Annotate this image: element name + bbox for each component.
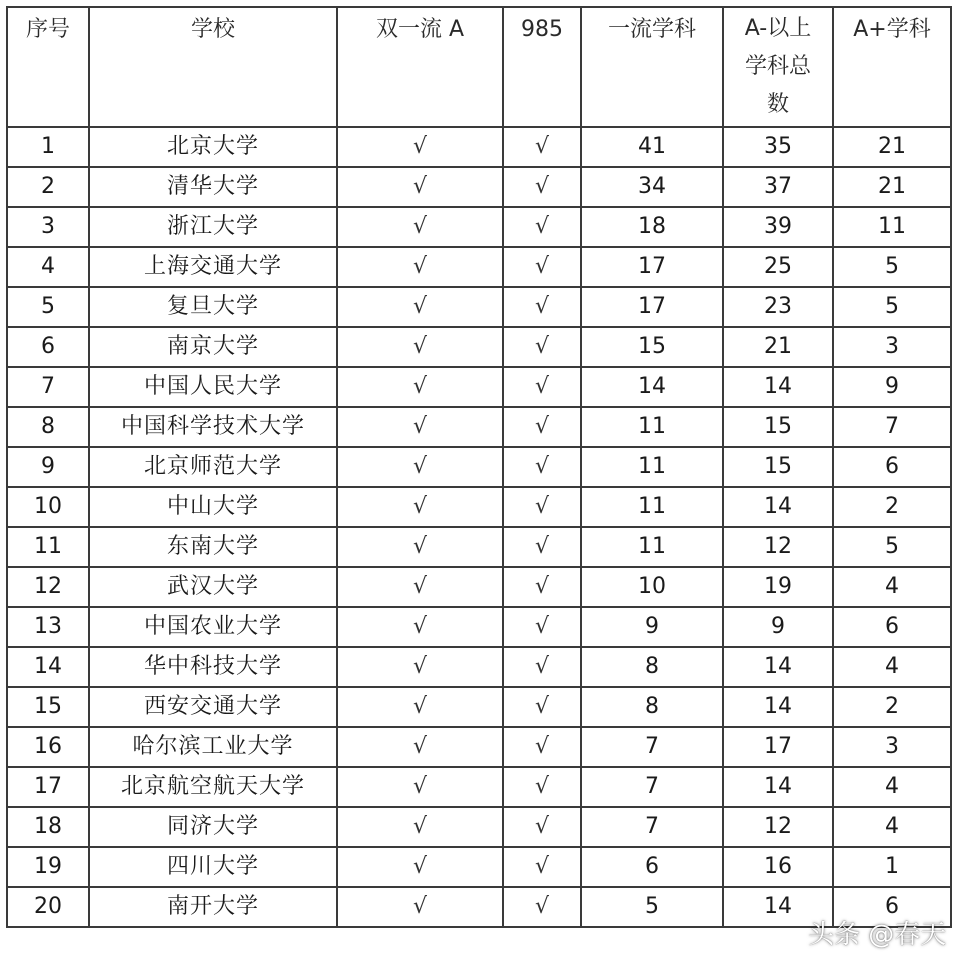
cell-a-minus-total: 35 bbox=[723, 127, 833, 167]
table-row bbox=[7, 367, 951, 407]
cell-rank: 1 bbox=[7, 127, 89, 167]
cell-first-class: 11 bbox=[581, 487, 723, 527]
cell-a-minus-total: 17 bbox=[723, 727, 833, 767]
cell-double-first-class: √ bbox=[337, 287, 503, 327]
ranking-table bbox=[6, 6, 952, 928]
cell-985: √ bbox=[503, 367, 581, 407]
cell-double-first-class: √ bbox=[337, 247, 503, 287]
cell-a-plus: 21 bbox=[833, 127, 951, 167]
cell-a-minus-total: 25 bbox=[723, 247, 833, 287]
cell-rank: 4 bbox=[7, 247, 89, 287]
cell-985: √ bbox=[503, 687, 581, 727]
cell-985: √ bbox=[503, 647, 581, 687]
cell-a-plus: 4 bbox=[833, 647, 951, 687]
header-school: 学校 bbox=[89, 7, 337, 127]
cell-rank: 7 bbox=[7, 367, 89, 407]
cell-rank: 20 bbox=[7, 887, 89, 927]
cell-rank: 15 bbox=[7, 687, 89, 727]
cell-a-plus: 4 bbox=[833, 807, 951, 847]
header-first-class-disciplines: 一流学科 bbox=[581, 7, 723, 127]
header-985: 985 bbox=[503, 7, 581, 127]
table-row bbox=[7, 607, 951, 647]
cell-a-minus-total: 14 bbox=[723, 367, 833, 407]
cell-a-minus-total: 16 bbox=[723, 847, 833, 887]
cell-school: 南开大学 bbox=[89, 887, 337, 927]
cell-first-class: 8 bbox=[581, 687, 723, 727]
cell-double-first-class: √ bbox=[337, 727, 503, 767]
table-row bbox=[7, 567, 951, 607]
cell-rank: 6 bbox=[7, 327, 89, 367]
cell-a-plus: 6 bbox=[833, 447, 951, 487]
header-a-minus-total: A-以上学科总数 bbox=[723, 7, 833, 127]
table-row bbox=[7, 247, 951, 287]
cell-rank: 11 bbox=[7, 527, 89, 567]
cell-a-plus: 3 bbox=[833, 327, 951, 367]
cell-double-first-class: √ bbox=[337, 447, 503, 487]
cell-school: 四川大学 bbox=[89, 847, 337, 887]
cell-a-plus: 3 bbox=[833, 727, 951, 767]
cell-985: √ bbox=[503, 847, 581, 887]
cell-a-plus: 2 bbox=[833, 687, 951, 727]
cell-double-first-class: √ bbox=[337, 207, 503, 247]
cell-double-first-class: √ bbox=[337, 127, 503, 167]
cell-school: 东南大学 bbox=[89, 527, 337, 567]
table-row bbox=[7, 207, 951, 247]
cell-a-plus: 4 bbox=[833, 567, 951, 607]
cell-a-minus-total: 12 bbox=[723, 807, 833, 847]
cell-double-first-class: √ bbox=[337, 487, 503, 527]
cell-double-first-class: √ bbox=[337, 647, 503, 687]
cell-a-plus: 4 bbox=[833, 767, 951, 807]
cell-rank: 3 bbox=[7, 207, 89, 247]
table-row bbox=[7, 647, 951, 687]
cell-a-plus: 1 bbox=[833, 847, 951, 887]
cell-first-class: 15 bbox=[581, 327, 723, 367]
cell-a-plus: 21 bbox=[833, 167, 951, 207]
cell-first-class: 7 bbox=[581, 767, 723, 807]
table-row bbox=[7, 287, 951, 327]
cell-a-minus-total: 14 bbox=[723, 487, 833, 527]
cell-a-plus: 5 bbox=[833, 527, 951, 567]
cell-a-plus: 9 bbox=[833, 367, 951, 407]
cell-985: √ bbox=[503, 167, 581, 207]
cell-school: 上海交通大学 bbox=[89, 247, 337, 287]
cell-985: √ bbox=[503, 527, 581, 567]
cell-double-first-class: √ bbox=[337, 687, 503, 727]
cell-a-plus: 7 bbox=[833, 407, 951, 447]
cell-school: 中国人民大学 bbox=[89, 367, 337, 407]
table-row bbox=[7, 527, 951, 567]
cell-a-minus-total: 14 bbox=[723, 647, 833, 687]
cell-a-minus-total: 14 bbox=[723, 887, 833, 927]
cell-school: 清华大学 bbox=[89, 167, 337, 207]
table-header-row bbox=[7, 7, 951, 127]
cell-first-class: 18 bbox=[581, 207, 723, 247]
cell-first-class: 7 bbox=[581, 807, 723, 847]
cell-985: √ bbox=[503, 487, 581, 527]
cell-first-class: 14 bbox=[581, 367, 723, 407]
cell-school: 北京大学 bbox=[89, 127, 337, 167]
cell-rank: 16 bbox=[7, 727, 89, 767]
cell-a-minus-total: 15 bbox=[723, 447, 833, 487]
cell-double-first-class: √ bbox=[337, 367, 503, 407]
watermark: 头条 @春天 bbox=[808, 920, 947, 950]
cell-985: √ bbox=[503, 807, 581, 847]
table-row bbox=[7, 447, 951, 487]
cell-a-minus-total: 15 bbox=[723, 407, 833, 447]
cell-double-first-class: √ bbox=[337, 767, 503, 807]
cell-double-first-class: √ bbox=[337, 807, 503, 847]
cell-985: √ bbox=[503, 447, 581, 487]
cell-rank: 5 bbox=[7, 287, 89, 327]
cell-a-minus-total: 14 bbox=[723, 687, 833, 727]
cell-first-class: 11 bbox=[581, 407, 723, 447]
cell-first-class: 5 bbox=[581, 887, 723, 927]
cell-985: √ bbox=[503, 407, 581, 447]
table-row bbox=[7, 767, 951, 807]
table-row bbox=[7, 407, 951, 447]
cell-double-first-class: √ bbox=[337, 327, 503, 367]
cell-first-class: 11 bbox=[581, 447, 723, 487]
header-rank: 序号 bbox=[7, 7, 89, 127]
table-row bbox=[7, 167, 951, 207]
cell-double-first-class: √ bbox=[337, 607, 503, 647]
cell-school: 武汉大学 bbox=[89, 567, 337, 607]
cell-985: √ bbox=[503, 767, 581, 807]
cell-double-first-class: √ bbox=[337, 847, 503, 887]
table-body bbox=[7, 127, 951, 927]
cell-rank: 14 bbox=[7, 647, 89, 687]
cell-first-class: 8 bbox=[581, 647, 723, 687]
cell-rank: 8 bbox=[7, 407, 89, 447]
cell-a-minus-total: 21 bbox=[723, 327, 833, 367]
cell-rank: 12 bbox=[7, 567, 89, 607]
cell-school: 复旦大学 bbox=[89, 287, 337, 327]
cell-rank: 13 bbox=[7, 607, 89, 647]
cell-school: 北京师范大学 bbox=[89, 447, 337, 487]
cell-a-plus: 6 bbox=[833, 607, 951, 647]
cell-double-first-class: √ bbox=[337, 887, 503, 927]
table-row bbox=[7, 127, 951, 167]
cell-double-first-class: √ bbox=[337, 567, 503, 607]
cell-first-class: 9 bbox=[581, 607, 723, 647]
cell-school: 中山大学 bbox=[89, 487, 337, 527]
cell-985: √ bbox=[503, 247, 581, 287]
cell-rank: 9 bbox=[7, 447, 89, 487]
header-double-first-class: 双一流 A bbox=[337, 7, 503, 127]
cell-double-first-class: √ bbox=[337, 167, 503, 207]
cell-rank: 19 bbox=[7, 847, 89, 887]
cell-985: √ bbox=[503, 287, 581, 327]
table-row bbox=[7, 847, 951, 887]
cell-first-class: 10 bbox=[581, 567, 723, 607]
cell-a-plus: 5 bbox=[833, 247, 951, 287]
cell-a-minus-total: 19 bbox=[723, 567, 833, 607]
cell-school: 西安交通大学 bbox=[89, 687, 337, 727]
cell-a-minus-total: 9 bbox=[723, 607, 833, 647]
table-row bbox=[7, 807, 951, 847]
cell-double-first-class: √ bbox=[337, 527, 503, 567]
cell-first-class: 6 bbox=[581, 847, 723, 887]
cell-school: 北京航空航天大学 bbox=[89, 767, 337, 807]
cell-first-class: 17 bbox=[581, 247, 723, 287]
cell-985: √ bbox=[503, 727, 581, 767]
cell-a-plus: 5 bbox=[833, 287, 951, 327]
cell-rank: 10 bbox=[7, 487, 89, 527]
cell-double-first-class: √ bbox=[337, 407, 503, 447]
cell-a-minus-total: 14 bbox=[723, 767, 833, 807]
cell-a-plus: 2 bbox=[833, 487, 951, 527]
cell-985: √ bbox=[503, 607, 581, 647]
header-a-plus: A+学科 bbox=[833, 7, 951, 127]
cell-rank: 17 bbox=[7, 767, 89, 807]
cell-school: 中国科学技术大学 bbox=[89, 407, 337, 447]
table-row bbox=[7, 687, 951, 727]
cell-a-minus-total: 12 bbox=[723, 527, 833, 567]
cell-school: 中国农业大学 bbox=[89, 607, 337, 647]
cell-school: 华中科技大学 bbox=[89, 647, 337, 687]
cell-985: √ bbox=[503, 567, 581, 607]
cell-a-minus-total: 23 bbox=[723, 287, 833, 327]
cell-school: 浙江大学 bbox=[89, 207, 337, 247]
cell-school: 同济大学 bbox=[89, 807, 337, 847]
cell-a-minus-total: 37 bbox=[723, 167, 833, 207]
cell-985: √ bbox=[503, 127, 581, 167]
cell-school: 南京大学 bbox=[89, 327, 337, 367]
table-row bbox=[7, 327, 951, 367]
cell-985: √ bbox=[503, 887, 581, 927]
cell-rank: 2 bbox=[7, 167, 89, 207]
cell-a-plus: 11 bbox=[833, 207, 951, 247]
cell-a-plus: 6 bbox=[833, 887, 951, 927]
cell-first-class: 17 bbox=[581, 287, 723, 327]
cell-985: √ bbox=[503, 327, 581, 367]
cell-985: √ bbox=[503, 207, 581, 247]
cell-first-class: 7 bbox=[581, 727, 723, 767]
cell-first-class: 41 bbox=[581, 127, 723, 167]
cell-a-minus-total: 39 bbox=[723, 207, 833, 247]
table-row bbox=[7, 727, 951, 767]
cell-first-class: 34 bbox=[581, 167, 723, 207]
cell-first-class: 11 bbox=[581, 527, 723, 567]
cell-rank: 18 bbox=[7, 807, 89, 847]
cell-school: 哈尔滨工业大学 bbox=[89, 727, 337, 767]
table-row bbox=[7, 487, 951, 527]
